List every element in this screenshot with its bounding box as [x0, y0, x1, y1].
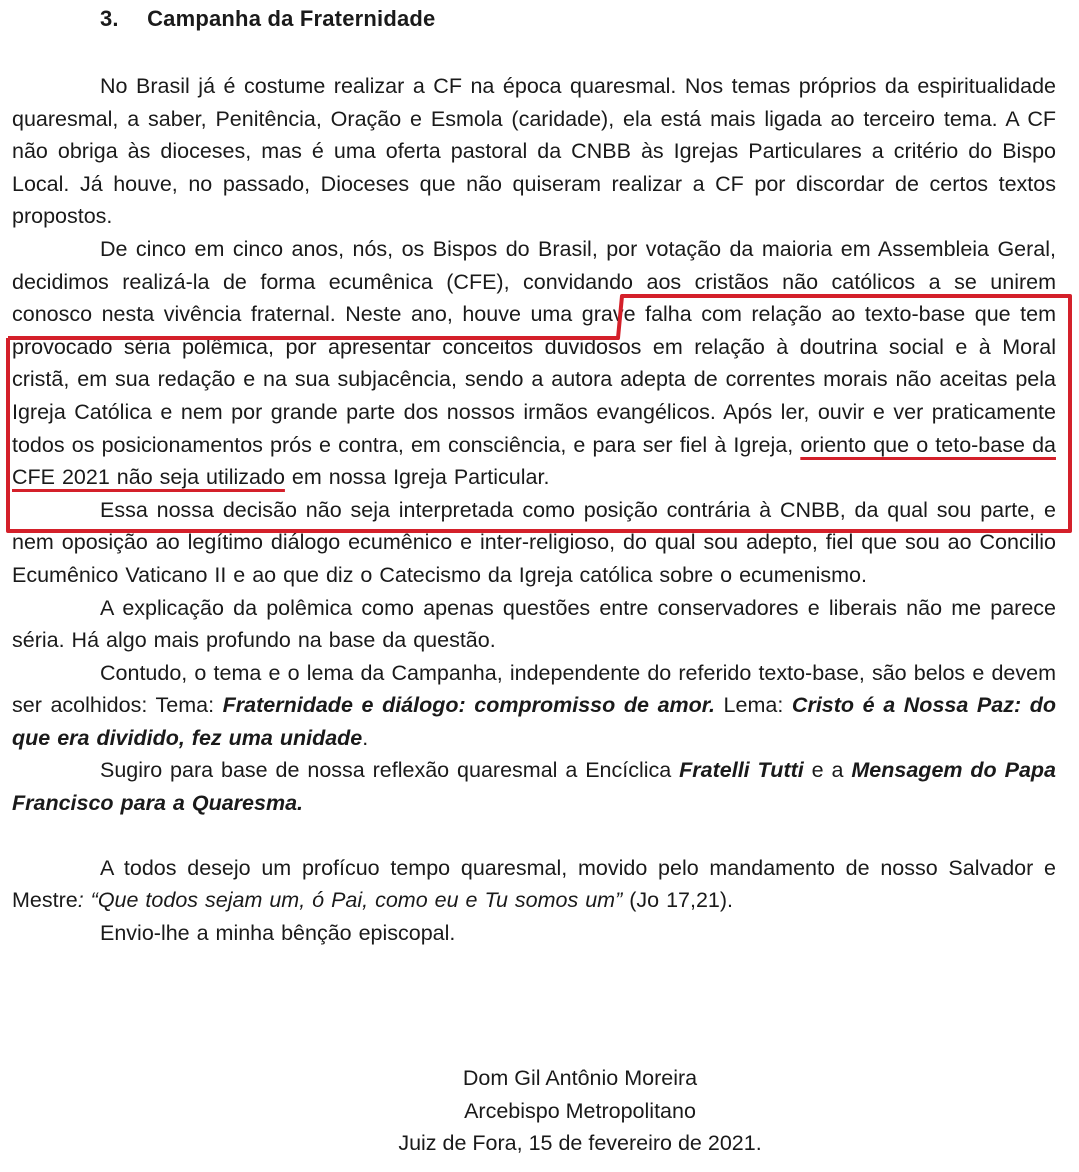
document-body	[12, 70, 1056, 949]
scripture-quote: : “Que todos sejam um, ó Pai, como eu e Tu somos um”	[77, 888, 623, 913]
paragraph-6-text: Sugiro para base de nossa reflexão quaresmal a Encíclica	[100, 758, 680, 783]
section-number: 3.	[100, 6, 119, 31]
paragraph-2	[12, 233, 1056, 494]
paragraph-5	[12, 657, 1056, 755]
paragraph-2-text: De cinco em cinco anos, nós, os Bispos do Brasil, por votação da maioria em Assembleia Geral, decidimos realizá-la de forma ecumênica (CFE), convidando aos cristãos não católicos a se unirem conosco nesta vivência fraternal. Neste ano, houve uma grave falha com relação ao texto-base que tem provocado séria polêmica, por apresentar conceitos duvidosos em relação à doutrina social e à Moral cristã, em sua redação e na sua subjacência, sendo a autora adepta de correntes morais não aceitas pela Igreja Católica e nem por grande parte dos nossos irmãos evangélicos. Após ler, ouvir e ver praticamente todos os posicionamentos prós e contra, em consciência, e para ser fiel à Igreja,	[12, 236, 1056, 457]
signature-block	[0, 1062, 1079, 1160]
paragraph-7-text: A todos desejo um profícuo tempo quaresmal, movido pelo mandamento de nosso Salvador e Mestre	[12, 855, 1056, 913]
paragraph-7	[12, 852, 1056, 917]
paragraph-4: A explicação da polêmica como apenas questões entre conservadores e liberais não me parece séria. Há algo mais profundo na base da questão.	[12, 595, 1056, 653]
paragraph-6-conj: e a	[803, 758, 852, 783]
campaign-theme: Fraternidade e diálogo: compromisso de amor.	[222, 693, 715, 718]
signer-role: Arcebispo Metropolitano	[464, 1098, 696, 1123]
section-heading	[100, 6, 436, 32]
paragraph-5-lema-label: Lema:	[714, 693, 792, 718]
paragraph-8: Envio-lhe a minha bênção episcopal.	[100, 920, 456, 945]
paragraph-2-end: em nossa Igreja Particular.	[284, 465, 550, 490]
campaign-motto: Cristo é a Nossa Paz: do que era dividido, fez uma unidade	[12, 693, 1057, 750]
paragraph-6	[12, 754, 1056, 819]
signature-place-date: Juiz de Fora, 15 de fevereiro de 2021.	[398, 1131, 762, 1156]
encyclical-title: Fratelli Tutti	[679, 758, 804, 783]
signer-name: Dom Gil Antônio Moreira	[462, 1066, 698, 1090]
scripture-reference: (Jo 17,21).	[622, 888, 734, 913]
paragraph-5-end: .	[362, 725, 369, 750]
paragraph-5-text: Contudo, o tema e o lema da Campanha, independente do referido texto-base, são belos e devem ser acolhidos: Tema:	[12, 660, 1056, 718]
paragraph-1: No Brasil já é costume realizar a CF na época quaresmal. Nos temas próprios da espiritualidade quaresmal, a saber, Penitência, Oração e Esmola (caridade), ela está mais ligada ao terceiro tema. A CF não obriga às dioceses, mas é uma oferta pastoral da CNBB às Igrejas Particulares a critério do Bispo Local. Já houve, no passado, Dioceses que não quiseram realizar a CF por discordar de certos textos propostos.	[12, 74, 1056, 229]
paragraph-3: Essa nossa decisão não seja interpretada como posição contrária à CNBB, da qual sou parte, e nem oposição ao legítimo diálogo ecumênico e inter-religioso, do qual sou adepto, fiel que sou ao Concilio Ecumênico Vaticano II e ao que diz o Catecismo da Igreja católica sobre o ecumenismo.	[12, 497, 1056, 587]
underlined-directive: oriento que o teto-base da CFE 2021 não seja utilizado	[12, 432, 1056, 490]
section-title: Campanha da Fraternidade	[147, 6, 436, 31]
pope-message-title: Mensagem do Papa Francisco para a Quaresma.	[12, 758, 1056, 816]
